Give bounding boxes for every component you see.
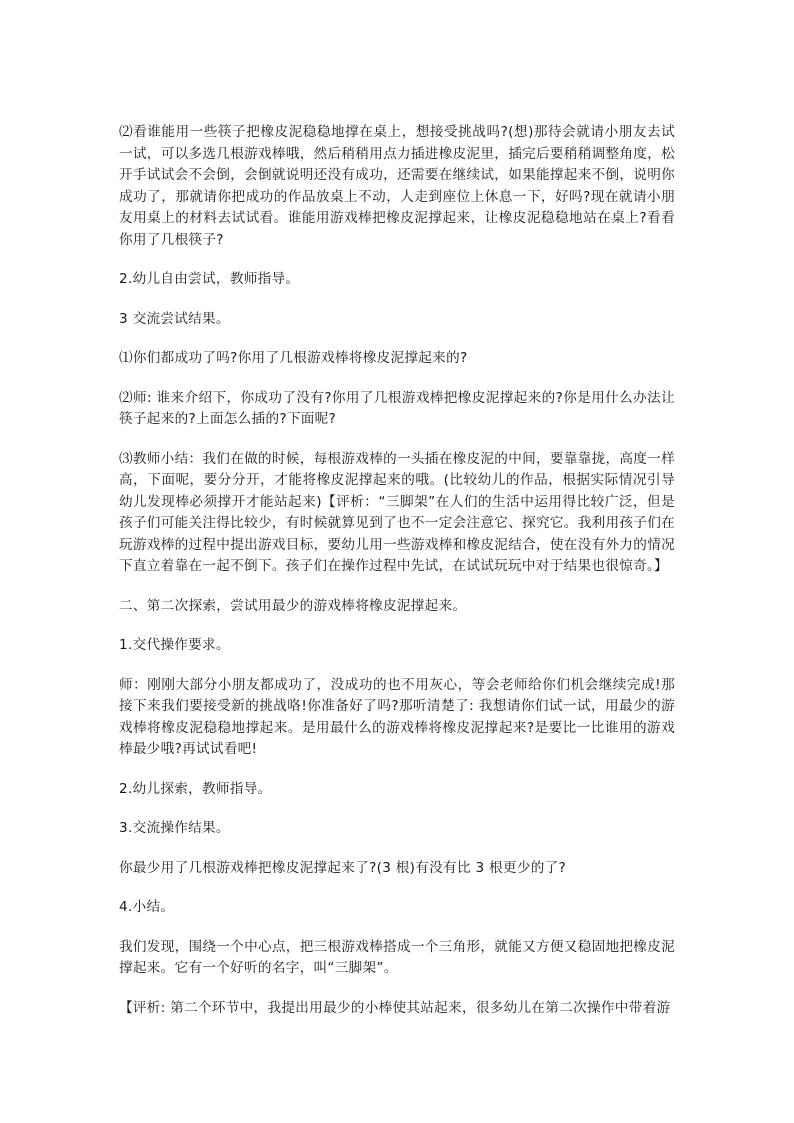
paragraph-operation-requirements: 1.交代操作要求。	[119, 637, 230, 653]
paragraph-question-1: ⑴你们都成功了吗?你用了几根游戏棒将橡皮泥撑起来的?	[119, 350, 468, 366]
paragraph-evaluation-start: 【评析: 第二个环节中，我提出用最少的小棒使其站起来，很多幼儿在第二次操作中带着游	[119, 999, 671, 1016]
paragraph-tripod-summary: 我们发现，围绕一个中心点，把三根游戏棒搭成一个三角形，就能又方便又稳固地把橡皮泥撑起来。它有一个好听的名字，叫“三脚架”。	[119, 938, 675, 976]
paragraph-teacher-summary: ⑶教师小结：我们在做的时候，每根游戏棒的一头插在橡皮泥的中间，要靠靠拢，高度一样高，下面呢，要分分开，才能将橡皮泥撑起来的哦。(比较幼儿的作品，根据实际情况引导幼儿发现棒必须撑开才能站起来)【评析：“三脚架”在人们的生活中运用得比较广泛，但是孩子们可能关注得比较少，有时候就算见到了也不一定会注意它、探究它。我利用孩子们在玩游戏棒的过程中提出游戏目标，要幼儿用一些游戏棒和橡皮泥结合，使在没有外力的情况下直立着靠在一起不倒下。孩子们在操作过程中先试，在试试玩玩中对于结果也很惊奇。】	[119, 450, 675, 574]
paragraph-child-exploration: 2.幼儿探索，教师指导。	[119, 780, 272, 797]
document-body	[119, 122, 675, 1037]
paragraph-step-2-challenge: ⑵看谁能用一些筷子把橡皮泥稳稳地撑在桌上，想接受挑战吗?(想)那待会就请小朋友去试一试，可以多选几根游戏棒哦，然后稍稍用点力插进橡皮泥里，插完后要稍稍调整角度，松开手试试会不会倒，会倒就说明还没有成功，还需要在继续试，如果能撑起来不倒，说明你成功了，那就请你把成功的作品放桌上不动，人走到座位上休息一下，好吗?现在就请小朋友用桌上的材料去试试看。谁能用游戏棒把橡皮泥撑起来，让橡皮泥稳稳地站在桌上?看看你用了几根筷子?	[119, 124, 675, 248]
paragraph-teacher-instruction: 师：刚刚大部分小朋友都成功了，没成功的也不用灰心，等会老师给你们机会继续完成!那接下来我们要接受新的挑战咯!你准备好了吗?那听清楚了: 我想请你们试一试，用最少的游戏棒将橡皮泥稳稳地撑起来。是用最什么的游戏棒将橡皮泥撑起来?是要比一比谁用的游戏棒最少哦?再试试看吧!	[119, 676, 675, 757]
paragraph-free-attempt: 2.幼儿自由尝试，教师指导。	[119, 271, 300, 287]
section-heading-second-exploration: 二、第二次探索，尝试用最少的游戏棒将橡皮泥撑起来。	[119, 597, 467, 614]
paragraph-question-2: ⑵师: 谁来介绍下，你成功了没有?你用了几根游戏棒把橡皮泥撑起来的?你是用什么办法让筷子起来的?上面怎么插的?下面呢?	[119, 389, 675, 427]
paragraph-summary-heading: 4.小结。	[119, 899, 175, 915]
paragraph-exchange-operation: 3.交流操作结果。	[119, 820, 230, 836]
paragraph-question-least: 你最少用了几根游戏棒把橡皮泥撑起来了?(3 根)有没有比 3 根更少的了?	[119, 859, 567, 876]
paragraph-exchange-results: 3 交流尝试结果。	[119, 310, 230, 327]
